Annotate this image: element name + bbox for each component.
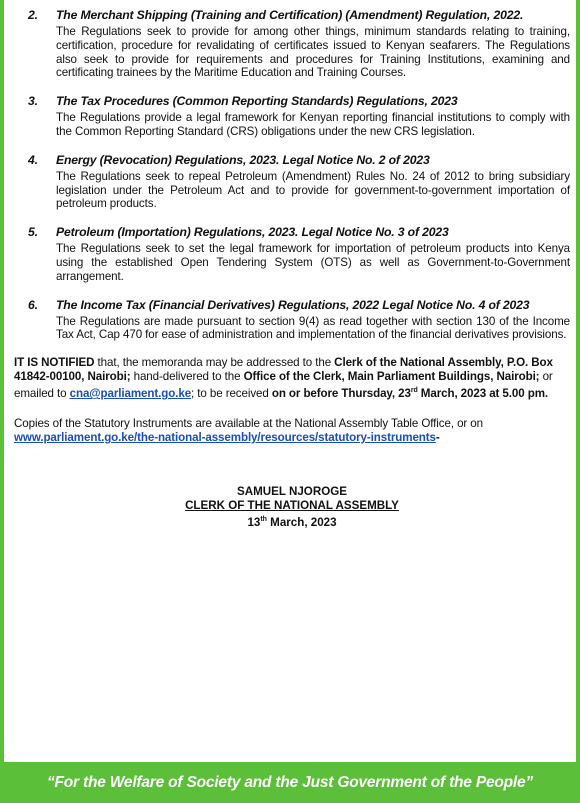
regulation-number: 5. <box>28 225 38 240</box>
copies-paragraph <box>14 417 570 445</box>
regulation-title: Petroleum (Importation) Regulations, 2023. Legal Notice No. 3 of 2023 <box>56 225 449 240</box>
notice-office: Office of the Clerk, Main Parliament Buildings, Nairobi; <box>243 370 540 384</box>
notice-lead: IT IS NOTIFIED <box>14 356 95 370</box>
signature-block <box>14 485 570 530</box>
right-border <box>576 0 580 762</box>
regulation-heading <box>14 94 570 108</box>
regulation-title: The Income Tax (Financial Derivatives) Regulations, 2022 Legal Notice No. 4 of 2023 <box>56 297 530 312</box>
notice-text: hand-delivered to the <box>130 370 244 384</box>
regulation-item <box>14 298 570 343</box>
regulation-description: The Regulations seek to set the legal framework for importation of petroleum products into Kenya using the established Open Tendering System (OTS) as well as Government-to-Government arrangement. <box>56 242 570 283</box>
submission-notice <box>14 356 570 401</box>
copies-tail: - <box>435 431 440 445</box>
signatory-title: CLERK OF THE NATIONAL ASSEMBLY <box>185 499 399 513</box>
notice-text: or emailed to <box>14 370 553 401</box>
motto-text: “For the Welfare of Society and the Just Government of the People” <box>46 773 534 791</box>
regulation-description: The Regulations provide a legal framework for Kenyan reporting financial institutions to comply with the Common Reporting Standard (CRS) obligations under the new CRS legislation. <box>56 111 570 138</box>
regulation-number: 3. <box>28 94 38 109</box>
document-body <box>14 8 570 530</box>
regulation-item <box>14 94 570 139</box>
regulation-description: The Regulations seek to repeal Petroleum (Amendment) Rules No. 24 of 2012 to bring subsidiary legislation under the Petroleum Act and to provide for government-to-government importation of petroleum products. <box>56 169 570 211</box>
regulation-heading <box>14 153 570 167</box>
motto-banner <box>0 762 580 803</box>
regulation-heading <box>14 8 570 22</box>
copies-text: Copies of the Statutory Instruments are available at the National Assembly Table Office, or on <box>14 417 483 431</box>
regulation-item <box>14 8 570 80</box>
regulation-heading <box>14 225 570 239</box>
regulation-description: The Regulations seek to provide for among other things, minimum standards relating to training, certification, procedure for revalidating of certificates issued to Kenyan seafarers. The Regulations also seek to provide for requirements and procedures for Training Institutions, examining and certificating trainees by the Maritime Education and Training Courses. <box>56 25 570 80</box>
email-link[interactable]: cna@parliament.go.ke <box>69 387 192 401</box>
regulation-number: 4. <box>28 152 38 167</box>
regulation-title: The Merchant Shipping (Training and Certification) (Amendment) Regulation, 2022. <box>56 8 524 22</box>
statutory-instruments-link[interactable]: www.parliament.go.ke/the-national-assembly/resources/statutory-instruments <box>14 431 436 445</box>
notice-addressee: Clerk of the National Assembly, P.O. Box 41842-00100, Nairobi; <box>14 356 553 384</box>
notice-deadline: on or before Thursday, 23rd March, 2023 at 5.00 pm. <box>271 387 549 401</box>
regulation-title: The Tax Procedures (Common Reporting Standards) Regulations, 2023 <box>56 94 458 109</box>
regulation-item <box>14 225 570 283</box>
regulation-number: 2. <box>28 8 38 22</box>
regulation-description: The Regulations are made pursuant to section 9(4) as read together with section 130 of the Income Tax Act, Cap 470 for ease of administration and implementation of the financial derivatives provisions. <box>56 314 570 342</box>
notice-text: ; to be received <box>191 387 272 401</box>
regulation-number: 6. <box>28 297 38 312</box>
notice-text: that, the memoranda may be addressed to the <box>94 356 335 370</box>
signatory-name: SAMUEL NJOROGE <box>237 485 347 499</box>
left-border <box>0 0 4 762</box>
regulation-heading <box>14 298 570 312</box>
regulation-title: Energy (Revocation) Regulations, 2023. Legal Notice No. 2 of 2023 <box>56 152 430 167</box>
regulation-item <box>14 153 570 211</box>
signature-date: 13th March, 2023 <box>247 515 337 529</box>
